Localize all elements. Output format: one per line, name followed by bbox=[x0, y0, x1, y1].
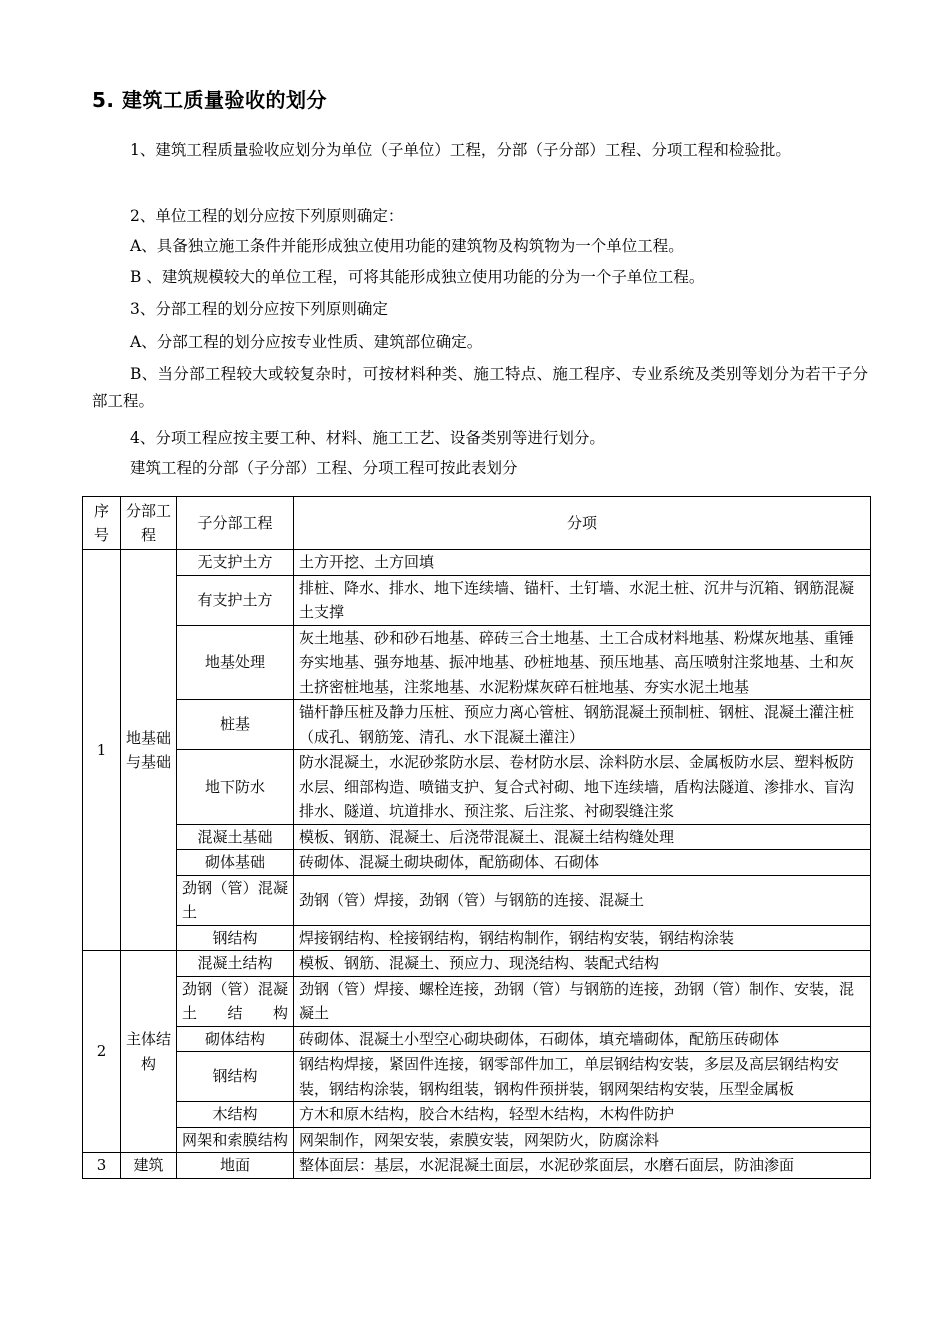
item-list: 钢结构焊接，紧固件连接，钢零部件加工，单层钢结构安装，多层及高层钢结构安装，钢结构涂装，钢构组装，钢构件预拼装，钢网架结构安装，压型金属板 bbox=[294, 1052, 871, 1102]
item-list: 模板、钢筋、混凝土、预应力、现浇结构、装配式结构 bbox=[294, 951, 871, 977]
subdivision-name: 砌体基础 bbox=[177, 850, 294, 876]
table-row bbox=[83, 951, 871, 977]
row-number: 3 bbox=[83, 1153, 121, 1179]
subdivision-name: 地下防水 bbox=[177, 750, 294, 825]
subdivision-name: 劲钢（管）混凝土结构 bbox=[177, 976, 294, 1026]
table-row bbox=[83, 875, 871, 925]
table-row bbox=[83, 625, 871, 700]
paragraph-7: B、当分部工程较大或较复杂时，可按材料种类、施工特点、施工程序、专业系统及类别等划分为若干子分部工程。 bbox=[92, 365, 868, 410]
subdivision-name: 钢结构 bbox=[177, 1052, 294, 1102]
division-name: 建筑 bbox=[121, 1153, 177, 1179]
item-list: 焊接钢结构、栓接钢结构，钢结构制作，钢结构安装，钢结构涂装 bbox=[294, 925, 871, 951]
item-list: 排桩、降水、排水、地下连续墙、锚杆、土钉墙、水泥土桩、沉井与沉箱、钢筋混凝土支撑 bbox=[294, 575, 871, 625]
subdivision-name: 混凝土基础 bbox=[177, 824, 294, 850]
item-list: 灰土地基、砂和砂石地基、碎砖三合土地基、土工合成材料地基、粉煤灰地基、重锤夯实地基、强夯地基、振冲地基、砂桩地基、预压地基、高压喷射注浆地基、土和灰土挤密桩地基，注浆地基、水泥粉煤灰碎石桩地基、夯实水泥土地基 bbox=[294, 625, 871, 700]
table-row bbox=[83, 1052, 871, 1102]
header-subdivision: 子分部工程 bbox=[177, 497, 294, 550]
item-list: 方木和原木结构，胶合木结构，轻型木结构，木构件防护 bbox=[294, 1102, 871, 1128]
paragraph-8: 4、分项工程应按主要工种、材料、施工工艺、设备类别等进行划分。 bbox=[130, 429, 605, 447]
table-row bbox=[83, 575, 871, 625]
subdivision-name: 无支护土方 bbox=[177, 550, 294, 576]
section-heading: 5. 建筑工质量验收的划分 bbox=[92, 88, 327, 112]
paragraph-4: B 、建筑规模较大的单位工程，可将其能形成独立使用功能的分为一个子单位工程。 bbox=[130, 268, 705, 286]
header-division: 分部工程 bbox=[121, 497, 177, 550]
division-name: 主体结构 bbox=[121, 951, 177, 1153]
item-list: 防水混凝土，水泥砂浆防水层、卷材防水层、涂料防水层、金属板防水层、塑料板防水层、细部构造、喷锚支护、复合式衬砌、地下连续墙，盾构法隧道、渗排水、盲沟排水、隧道、坑道排水、预注浆、后注浆、衬砌裂缝注浆 bbox=[294, 750, 871, 825]
row-number: 2 bbox=[83, 951, 121, 1153]
table-row bbox=[83, 1153, 871, 1179]
item-list: 整体面层：基层，水泥混凝土面层，水泥砂浆面层，水磨石面层，防油渗面 bbox=[294, 1153, 871, 1179]
subdivision-name: 混凝土结构 bbox=[177, 951, 294, 977]
item-list: 劲钢（管）焊接，劲钢（管）与钢筋的连接、混凝土 bbox=[294, 875, 871, 925]
paragraph-1: 1、建筑工程质量验收应划分为单位（子单位）工程，分部（子分部）工程、分项工程和检验批。 bbox=[130, 141, 791, 159]
division-table bbox=[82, 496, 871, 1179]
item-list: 锚杆静压桩及静力压桩、预应力离心管桩、钢筋混凝土预制桩、钢桩、混凝土灌注桩（成孔、钢筋笼、清孔、水下混凝土灌注） bbox=[294, 700, 871, 750]
paragraph-2: 2、单位工程的划分应按下列原则确定： bbox=[130, 207, 404, 225]
subdivision-name: 地基处理 bbox=[177, 625, 294, 700]
subdivision-name: 钢结构 bbox=[177, 925, 294, 951]
table-row bbox=[83, 1127, 871, 1153]
table-row bbox=[83, 1026, 871, 1052]
table-row bbox=[83, 824, 871, 850]
division-name: 地基础与基础 bbox=[121, 550, 177, 951]
table-row bbox=[83, 550, 871, 576]
subdivision-name: 砌体结构 bbox=[177, 1026, 294, 1052]
item-list: 砖砌体、混凝土砌块砌体，配筋砌体、石砌体 bbox=[294, 850, 871, 876]
table-row bbox=[83, 750, 871, 825]
item-list: 砖砌体、混凝土小型空心砌块砌体，石砌体，填充墙砌体，配筋压砖砌体 bbox=[294, 1026, 871, 1052]
subdivision-name: 桩基 bbox=[177, 700, 294, 750]
subdivision-name: 网架和索膜结构 bbox=[177, 1127, 294, 1153]
subdivision-name: 劲钢（管）混凝土 bbox=[177, 875, 294, 925]
item-list: 网架制作，网架安装，索膜安装，网架防火，防腐涂料 bbox=[294, 1127, 871, 1153]
item-list: 劲钢（管）焊接、螺栓连接，劲钢（管）与钢筋的连接，劲钢（管）制作、安装，混凝土 bbox=[294, 976, 871, 1026]
item-list: 模板、钢筋、混凝土、后浇带混凝土、混凝土结构缝处理 bbox=[294, 824, 871, 850]
subdivision-name: 地面 bbox=[177, 1153, 294, 1179]
table-row bbox=[83, 1102, 871, 1128]
table-row bbox=[83, 850, 871, 876]
subdivision-name: 木结构 bbox=[177, 1102, 294, 1128]
table-row bbox=[83, 925, 871, 951]
table-row bbox=[83, 700, 871, 750]
paragraph-3: A、具备独立施工条件并能形成独立使用功能的建筑物及构筑物为一个单位工程。 bbox=[130, 237, 684, 255]
paragraph-9: 建筑工程的分部（子分部）工程、分项工程可按此表划分 bbox=[130, 459, 518, 477]
row-number: 1 bbox=[83, 550, 121, 951]
subdivision-name: 有支护土方 bbox=[177, 575, 294, 625]
paragraph-5: 3、分部工程的划分应按下列原则确定 bbox=[130, 300, 388, 318]
header-items: 分项 bbox=[294, 497, 871, 550]
table-row bbox=[83, 976, 871, 1026]
item-list: 土方开挖、土方回填 bbox=[294, 550, 871, 576]
header-no: 序号 bbox=[83, 497, 121, 550]
paragraph-6: A、分部工程的划分应按专业性质、建筑部位确定。 bbox=[130, 333, 483, 351]
table-header-row bbox=[83, 497, 871, 550]
